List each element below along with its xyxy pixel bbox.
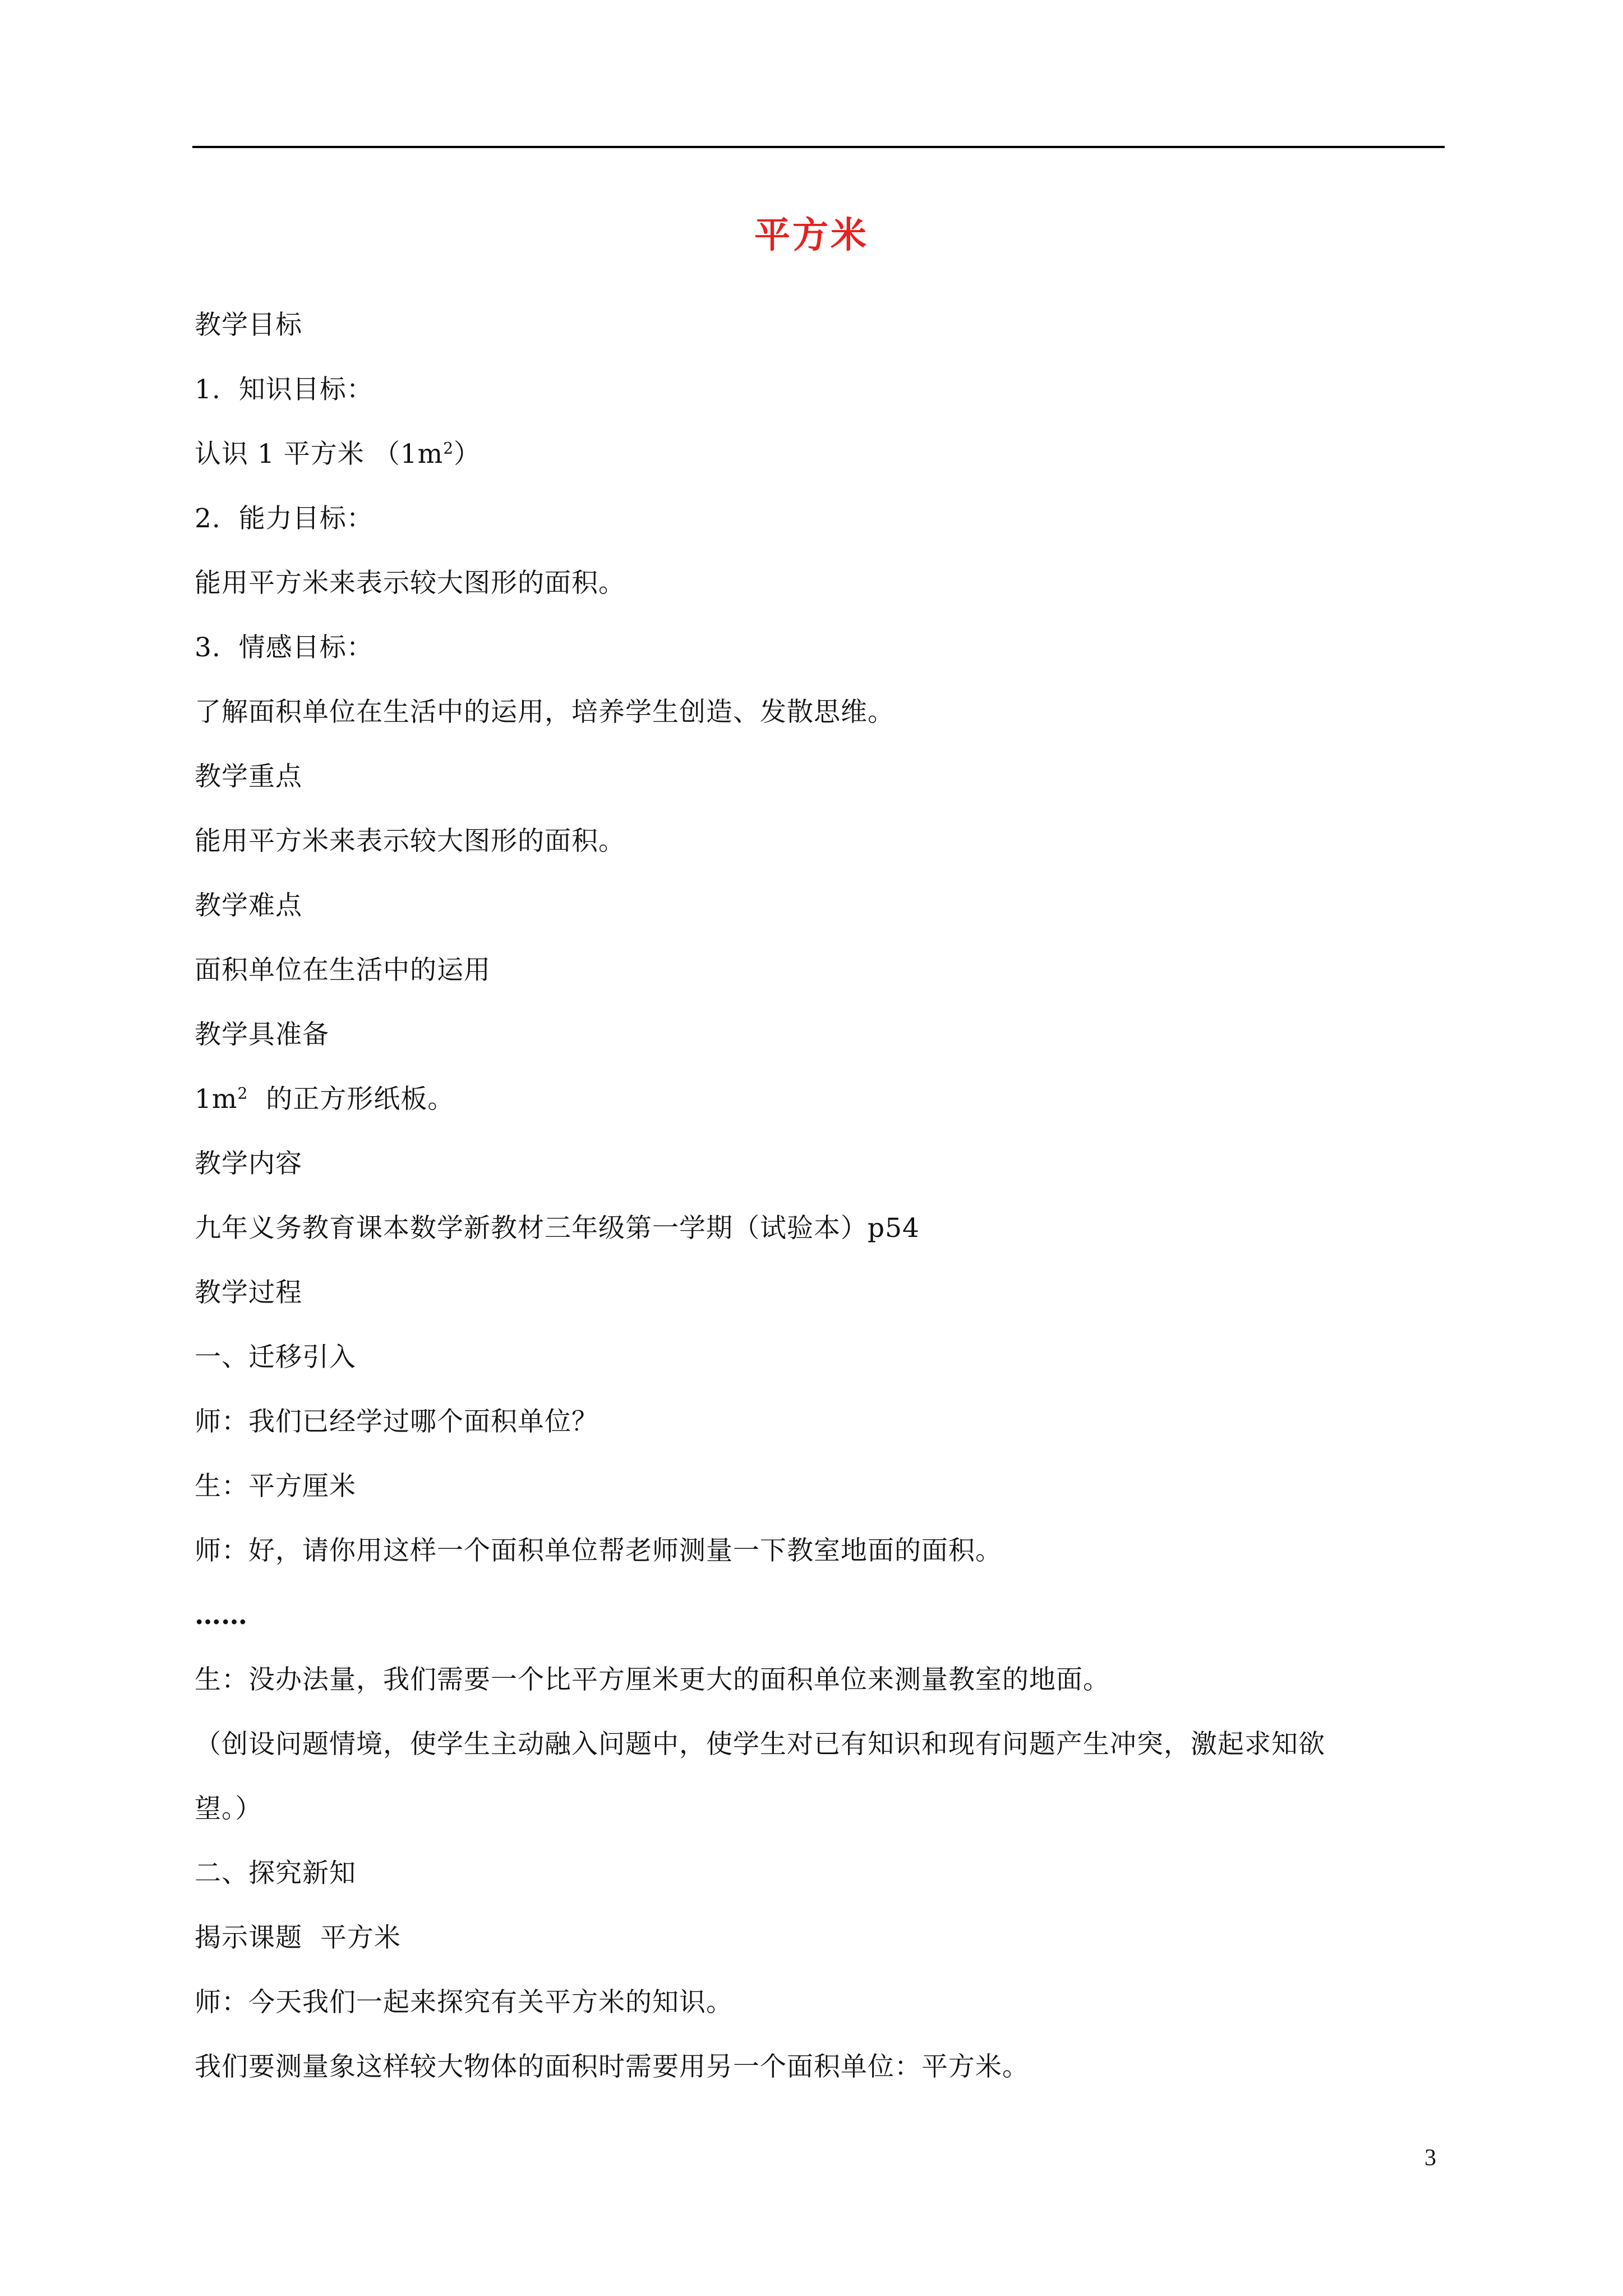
knowledge-objective-heading: 1. 知识目标： — [195, 374, 374, 405]
design-note-line: 望。） — [195, 1793, 262, 1824]
dialogue-line: 师：我们已经学过哪个面积单位？ — [195, 1406, 598, 1437]
document-body — [195, 293, 1445, 2099]
section-heading-materials: 教学具准备 — [195, 1019, 329, 1050]
emotion-objective-text: 了解面积单位在生活中的运用，培养学生创造、发散思维。 — [195, 697, 895, 728]
header-rule — [192, 146, 1445, 148]
difficulties-text: 面积单位在生活中的运用 — [195, 955, 491, 986]
superscript: 2 — [443, 439, 454, 458]
page-number: 3 — [1424, 2145, 1436, 2171]
superscript: 2 — [237, 1084, 248, 1103]
section-heading-difficulties: 教学难点 — [195, 890, 302, 921]
process-step-one-heading: 一、迁移引入 — [195, 1342, 356, 1373]
emotion-objective-heading: 3. 情感目标： — [195, 632, 374, 663]
page-title: 平方米 — [754, 215, 869, 256]
dialogue-line: 生：平方厘米 — [195, 1471, 356, 1502]
design-note-line: （创设问题情境，使学生主动融入问题中，使学生对已有知识和现有问题产生冲突，激起求知欲 — [195, 1729, 1325, 1760]
section-heading-key-points: 教学重点 — [195, 761, 302, 792]
section-heading-process: 教学过程 — [195, 1277, 302, 1308]
content-text: 九年义务教育课本数学新教材三年级第一学期（试验本）p54 — [195, 1213, 920, 1244]
ability-objective-text: 能用平方米来表示较大图形的面积。 — [195, 568, 625, 599]
dialogue-line: 师：今天我们一起来探究有关平方米的知识。 — [195, 1987, 733, 2018]
ellipsis-line: …… — [195, 1600, 247, 1631]
section-heading-content: 教学内容 — [195, 1148, 302, 1179]
knowledge-objective-text: 认识 1 平方米 $(1m^2)$ — [195, 439, 481, 470]
key-points-text: 能用平方米来表示较大图形的面积。 — [195, 826, 625, 857]
process-step-two-heading: 二、探究新知 — [195, 1858, 356, 1889]
section-heading-objectives: 教学目标 — [195, 310, 302, 341]
explanation-line: 我们要测量象这样较大物体的面积时需要用另一个面积单位：平方米。 — [195, 2051, 1029, 2082]
ability-objective-heading: 2. 能力目标： — [195, 503, 374, 534]
materials-text: $1m^2$ 的正方形纸板。 — [195, 1084, 455, 1115]
dialogue-line: 师：好，请你用这样一个面积单位帮老师测量一下教室地面的面积。 — [195, 1535, 1002, 1566]
dialogue-line: 生：没办法量，我们需要一个比平方厘米更大的面积单位来测量教室的地面。 — [195, 1664, 1110, 1695]
topic-reveal-line: 揭示课题 平方米 — [195, 1922, 401, 1953]
